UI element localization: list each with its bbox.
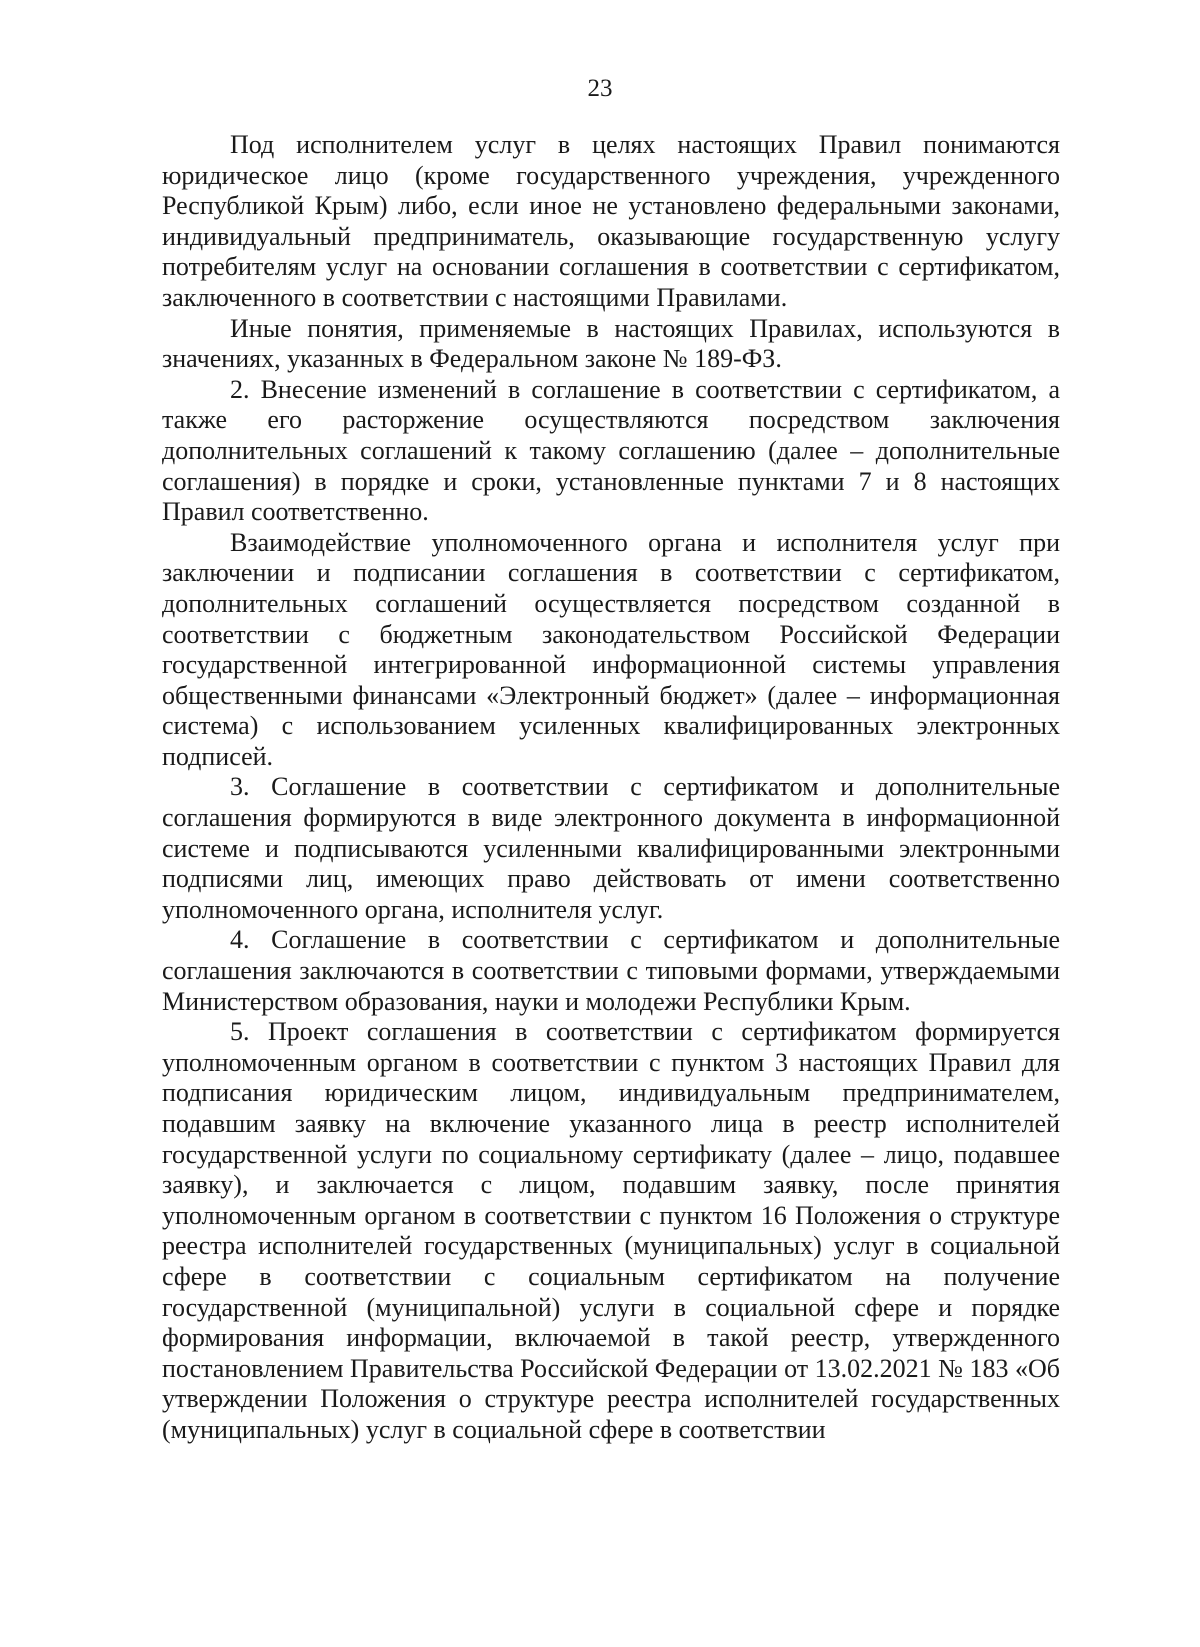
paragraph-clause-5: 5. Проект соглашения в соответствии с сертификатом формируется уполномоченным органом в соответствии с пунктом 3 настоящих Правил для подписания юридическим лицом, индивидуальным предпринимателем, подавшим заявку на включение указанного лица в реестр исполнителей государственной услуги по социальному сертификату (далее – лицо, подавшее заявку), и заключается с лицом, подавшим заявку, после принятия уполномоченным органом в соответствии с пунктом 16 Положения о структуре реестра исполнителей государственных (муниципальных) услуг в социальной сфере в соответствии с социальным сертификатом на получение государственной (муниципальной) услуги в социальной сфере и порядке формирования информации, включаемой в такой реестр, утвержденного постановлением Правительства Российской Федерации от 13.02.2021 № 183 «Об утверждении Положения о структуре реестра исполнителей государственных (муниципальных) услуг в социальной сфере в соответствии [162,1017,1060,1444]
paragraph-other-terms: Иные понятия, применяемые в настоящих Правилах, используются в значениях, указанных в Федеральном законе № 189-ФЗ. [162,313,1060,374]
page-number: 23 [587,75,613,102]
paragraph-interaction: Взаимодействие уполномоченного органа и исполнителя услуг при заключении и подписании соглашения в соответствии с сертификатом, дополнительных соглашений осуществляется посредством созданной в соответствии с бюджетным законодательством Российской Федерации государственной интегрированной информационной системы управления общественными финансами «Электронный бюджет» (далее – информационная система) с использованием усиленных квалифицированных электронных подписей. [162,527,1060,771]
document-body [162,130,1060,1446]
paragraph-clause-3: 3. Соглашение в соответствии с сертификатом и дополнительные соглашения формируются в виде электронного документа в информационной системе и подписываются усиленными квалифицированными электронными подписями лиц, имеющих право действовать от имени соответственно уполномоченного органа, исполнителя услуг. [162,772,1060,924]
paragraph-clause-2: 2. Внесение изменений в соглашение в соответствии с сертификатом, а также его расторжение осуществляются посредством заключения дополнительных соглашений к такому соглашению (далее – дополнительные соглашения) в порядке и сроки, установленные пунктами 7 и 8 настоящих Правил соответственно. [162,374,1060,527]
paragraph-service-provider-definition: Под исполнителем услуг в целях настоящих Правил понимаются юридическое лицо (кроме государственного учреждения, учрежденного Республикой Крым) либо, если иное не установлено федеральными законами, индивидуальный предприниматель, оказывающие государственную услугу потребителям услуг на основании соглашения в соответствии с сертификатом, заключенного в соответствии с настоящими Правилами. [162,130,1060,312]
paragraph-clause-4: 4. Соглашение в соответствии с сертификатом и дополнительные соглашения заключаются в соответствии с типовыми формами, утверждаемыми Министерством образования, науки и молодежи Республики Крым. [162,925,1060,1016]
